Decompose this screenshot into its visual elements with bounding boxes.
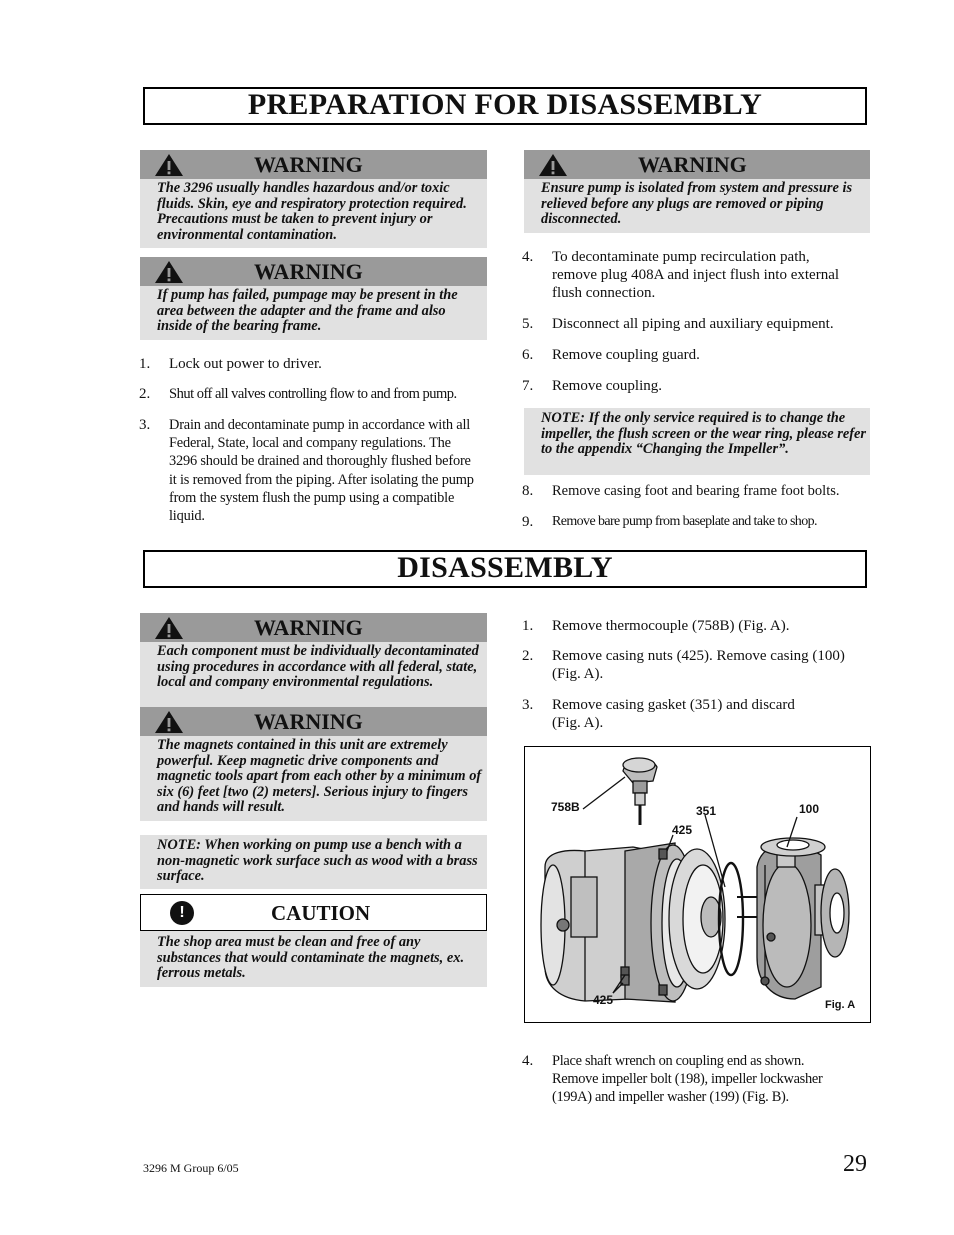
- warning-text: Each component must be individually decontaminated using procedures in accordance with all federal, state, local and company environmental regulations.: [140, 642, 487, 707]
- exclamation-circle-icon: !: [170, 901, 194, 925]
- warning-text: The 3296 usually handles hazardous and/or toxic fluids. Skin, eye and respiratory protection required. Precautions must be taken to prevent injury or environmental contamination.: [140, 179, 487, 248]
- step-text: Remove casing nuts (425). Remove casing (100) (Fig. A).: [552, 648, 845, 683]
- callout-758b: 758B: [551, 800, 580, 814]
- warning-label: WARNING: [638, 152, 747, 177]
- warning-label: WARNING: [254, 615, 363, 640]
- step-number: 3.: [522, 697, 534, 713]
- caution-header: [140, 894, 487, 931]
- step-number: 1.: [522, 618, 534, 634]
- step-number: 2.: [522, 648, 534, 664]
- section-title-disassembly: DISASSEMBLY: [143, 550, 867, 588]
- warning-triangle-icon: [154, 710, 184, 734]
- step-number: 4.: [522, 1053, 534, 1069]
- figure-a: [524, 746, 871, 1023]
- step-text: Remove bare pump from baseplate and take to shop.: [552, 514, 817, 529]
- step-text: Remove coupling.: [552, 378, 662, 394]
- callout-425: 425: [672, 823, 693, 837]
- warning-label: WARNING: [254, 152, 363, 177]
- step-number: 3.: [139, 417, 151, 433]
- step-text: Remove casing foot and bearing frame foot bolts.: [552, 483, 840, 499]
- step-number: 5.: [522, 316, 534, 332]
- callout-351: 351: [696, 804, 717, 818]
- step-number: 9.: [522, 514, 534, 530]
- warning-text: If pump has failed, pumpage may be present in the area between the adapter and the frame and also inside of the bearing frame.: [140, 286, 487, 340]
- step-number: 7.: [522, 378, 534, 394]
- figure-caption: Fig. A: [825, 999, 856, 1011]
- warning-text: Ensure pump is isolated from system and pressure is relieved before any plugs are removed or piping disconnected.: [524, 179, 870, 233]
- step-text: Remove casing gasket (351) and discard (Fig. A).: [552, 697, 795, 732]
- warning-triangle-icon: [154, 153, 184, 177]
- warning-label: WARNING: [254, 259, 363, 284]
- callout-100: 100: [799, 802, 820, 816]
- warning-triangle-icon: [538, 153, 568, 177]
- step-text: Lock out power to driver.: [169, 356, 322, 372]
- step-text: Shut off all valves controlling flow to and from pump.: [169, 386, 457, 402]
- step-text: Remove coupling guard.: [552, 347, 700, 363]
- caution-label: CAUTION: [271, 901, 371, 925]
- section-title-preparation: PREPARATION FOR DISASSEMBLY: [143, 87, 867, 125]
- note-box: NOTE: If the only service required is to change the impeller, the flush screen or the wear ring, please refer to the appendix “Changing the Impeller”.: [524, 408, 870, 475]
- warning-header: [140, 257, 487, 286]
- step-text: Disconnect all piping and auxiliary equipment.: [552, 316, 834, 332]
- step-text: Place shaft wrench on coupling end as shown. Remove impeller bolt (198), impeller lockwasher (199A) and impeller washer (199) (Fig. B).: [552, 1053, 823, 1106]
- step-number: 1.: [139, 356, 151, 372]
- caution-text: The shop area must be clean and free of any substances that would contaminate the magnets, ex. ferrous metals.: [140, 931, 487, 987]
- callout-425: 425: [593, 993, 614, 1007]
- step-text: To decontaminate pump recirculation path, remove plug 408A and inject flush into external flush connection.: [552, 249, 840, 302]
- warning-triangle-icon: [154, 260, 184, 284]
- warning-triangle-icon: [154, 616, 184, 640]
- step-number: 4.: [522, 249, 534, 265]
- warning-label: WARNING: [254, 709, 363, 734]
- step-number: 6.: [522, 347, 534, 363]
- note-box: NOTE: When working on pump use a bench with a non-magnetic work surface such as wood with a brass surface.: [140, 835, 487, 889]
- step-text: Remove thermocouple (758B) (Fig. A).: [552, 618, 790, 634]
- warning-header: [140, 707, 487, 736]
- page-number: 29: [843, 1151, 867, 1177]
- pump-exploded-illustration: [525, 747, 870, 1022]
- step-number: 8.: [522, 483, 534, 499]
- step-text: Drain and decontaminate pump in accordance with all Federal, State, local and company regulations. The 3296 should be drained and thoroughly flushed before it is removed from the piping. After isolating the pump from the system flush the pump using a compatible liquid.: [169, 417, 474, 525]
- warning-text: The magnets contained in this unit are extremely powerful. Keep magnetic drive components and magnetic tools apart from each other by a minimum of six (6) feet [two (2) meters]. Serious injury to fingers and hands will result.: [140, 736, 487, 821]
- warning-header: [140, 150, 487, 179]
- footer-doc-id: 3296 M Group 6/05: [143, 1161, 239, 1175]
- warning-header: [524, 150, 870, 179]
- warning-header: [140, 613, 487, 642]
- step-number: 2.: [139, 386, 151, 402]
